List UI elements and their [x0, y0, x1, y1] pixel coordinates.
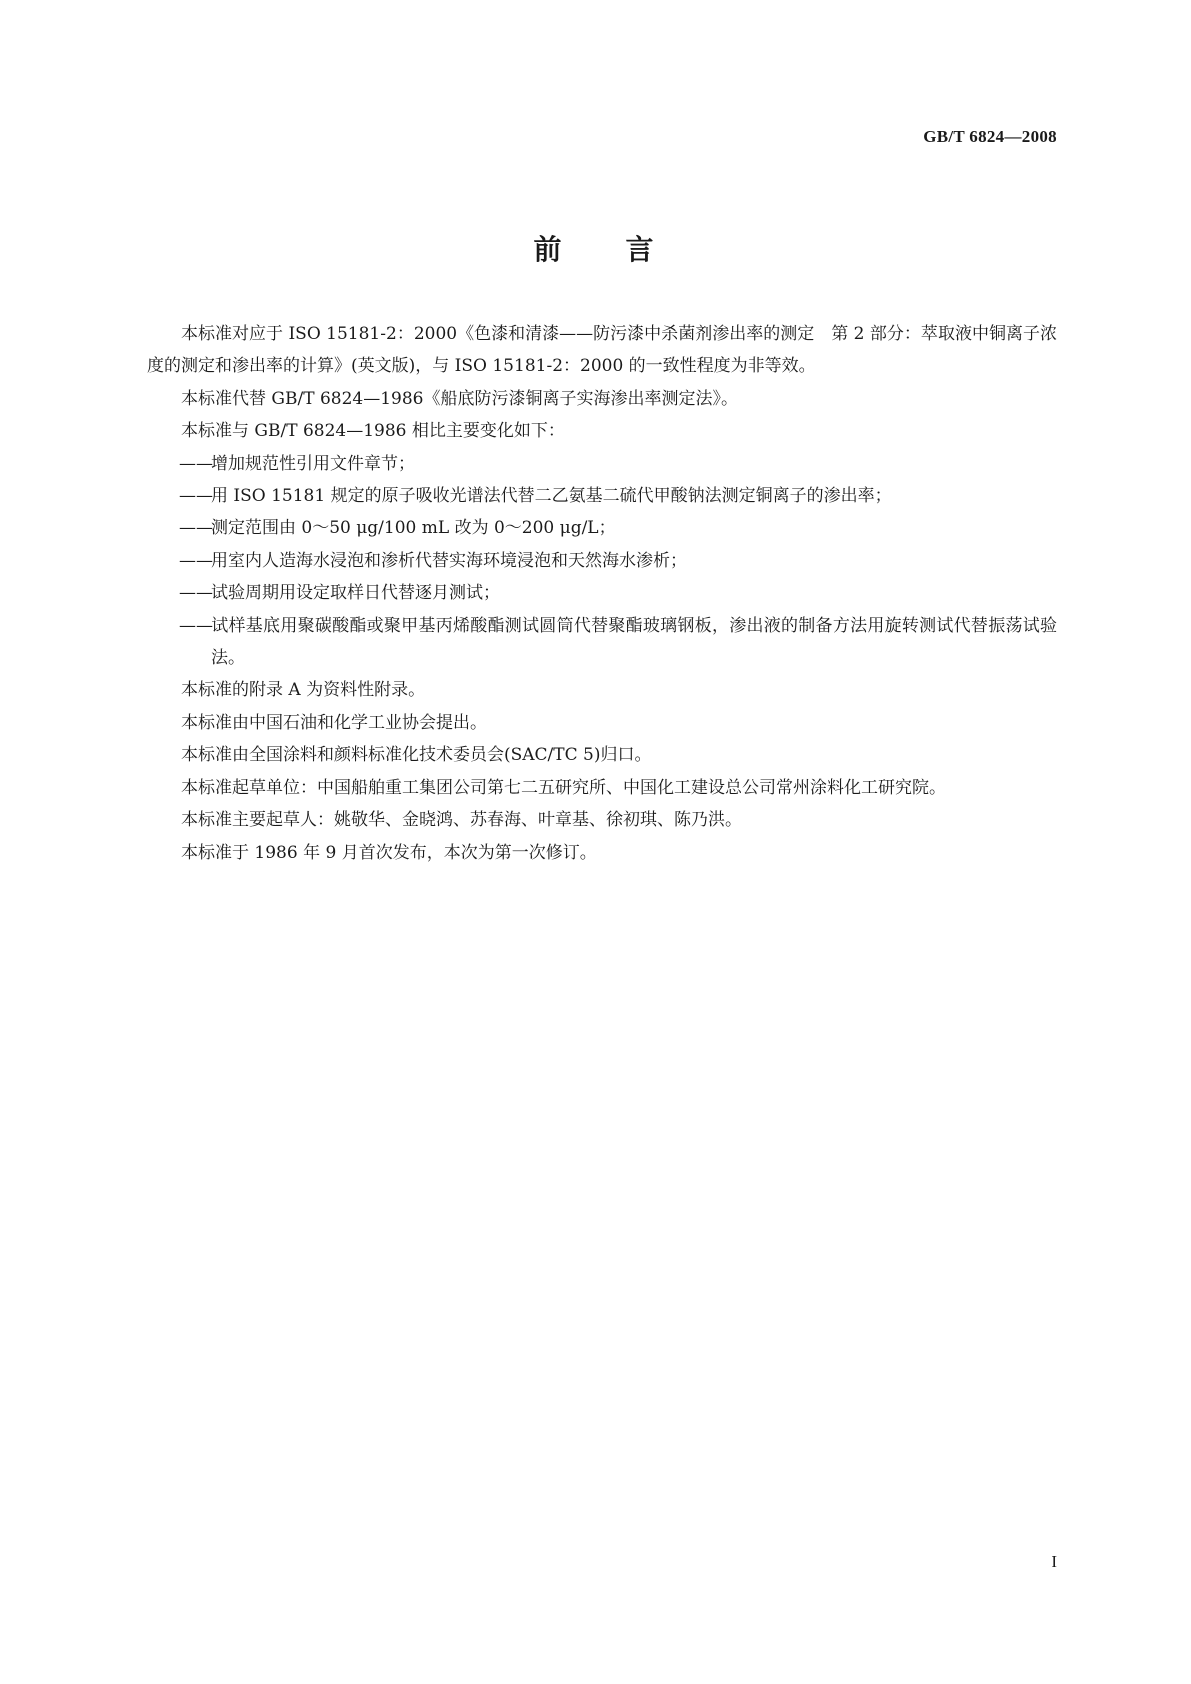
item-dash: —— — [179, 486, 213, 507]
item-dash: —— — [179, 550, 213, 571]
paragraph-history: 本标准于 1986 年 9 月首次发布，本次为第一次修订。 — [181, 842, 597, 863]
paragraph-centralized-by: 本标准由全国涂料和颜料标准化技术委员会(SAC/TC 5)归口。 — [181, 745, 652, 766]
foreword-body — [147, 318, 1057, 869]
item-dash: —— — [179, 518, 213, 539]
change-item — [147, 545, 1057, 577]
item-text: 用室内人造海水浸泡和渗析代替实海环境浸泡和天然海水渗析； — [211, 550, 687, 571]
item-text: 试样基底用聚碳酸酯或聚甲基丙烯酸酯测试圆筒代替聚酯玻璃钢板，渗出液的制备方法用旋转测试代替振荡试验法。 — [211, 615, 1057, 669]
change-item — [147, 480, 1057, 512]
page-title — [0, 228, 1191, 268]
change-item — [147, 448, 1057, 480]
paragraph-replaces: 本标准代替 GB/T 6824—1986《船底防污漆铜离子实海渗出率测定法》。 — [181, 388, 738, 409]
item-dash: —— — [179, 453, 213, 474]
paragraph-appendix: 本标准的附录 A 为资料性附录。 — [181, 680, 426, 701]
title-char-2: 言 — [625, 233, 658, 266]
item-text: 增加规范性引用文件章节； — [211, 453, 415, 474]
change-item — [147, 512, 1057, 544]
item-dash: —— — [179, 583, 213, 604]
change-item — [147, 577, 1057, 609]
paragraph-drafters: 本标准主要起草人：姚敬华、金晓鸿、苏春海、叶章基、徐初琪、陈乃洪。 — [181, 810, 742, 831]
paragraph-proposed-by: 本标准由中国石油和化学工业协会提出。 — [181, 712, 487, 733]
standard-number: GB/T 6824—2008 — [923, 127, 1057, 146]
item-dash: —— — [179, 615, 213, 636]
page-number: I — [1051, 1552, 1057, 1571]
change-item — [147, 610, 1057, 675]
title-char-1: 前 — [533, 233, 566, 266]
item-text: 用 ISO 15181 规定的原子吸收光谱法代替二乙氨基二硫代甲酸钠法测定铜离子的渗出率； — [211, 486, 892, 507]
paragraph-changes-intro: 本标准与 GB/T 6824—1986 相比主要变化如下： — [181, 421, 565, 442]
item-text: 试验周期用设定取样日代替逐月测试； — [211, 583, 500, 604]
paragraph-correspondence: 本标准对应于 ISO 15181-2：2000《色漆和清漆——防污漆中杀菌剂渗出率的测定 第 2 部分：萃取液中铜离子浓度的测定和渗出率的计算》(英文版)，与 ISO 15181-2：2000 的一致性程度为非等效。 — [147, 324, 1057, 377]
item-text: 测定范围由 0～50 μg/100 mL 改为 0～200 μg/L； — [211, 518, 616, 539]
paragraph-drafting-units: 本标准起草单位：中国船舶重工集团公司第七二五研究所、中国化工建设总公司常州涂料化工研究院。 — [181, 777, 946, 798]
